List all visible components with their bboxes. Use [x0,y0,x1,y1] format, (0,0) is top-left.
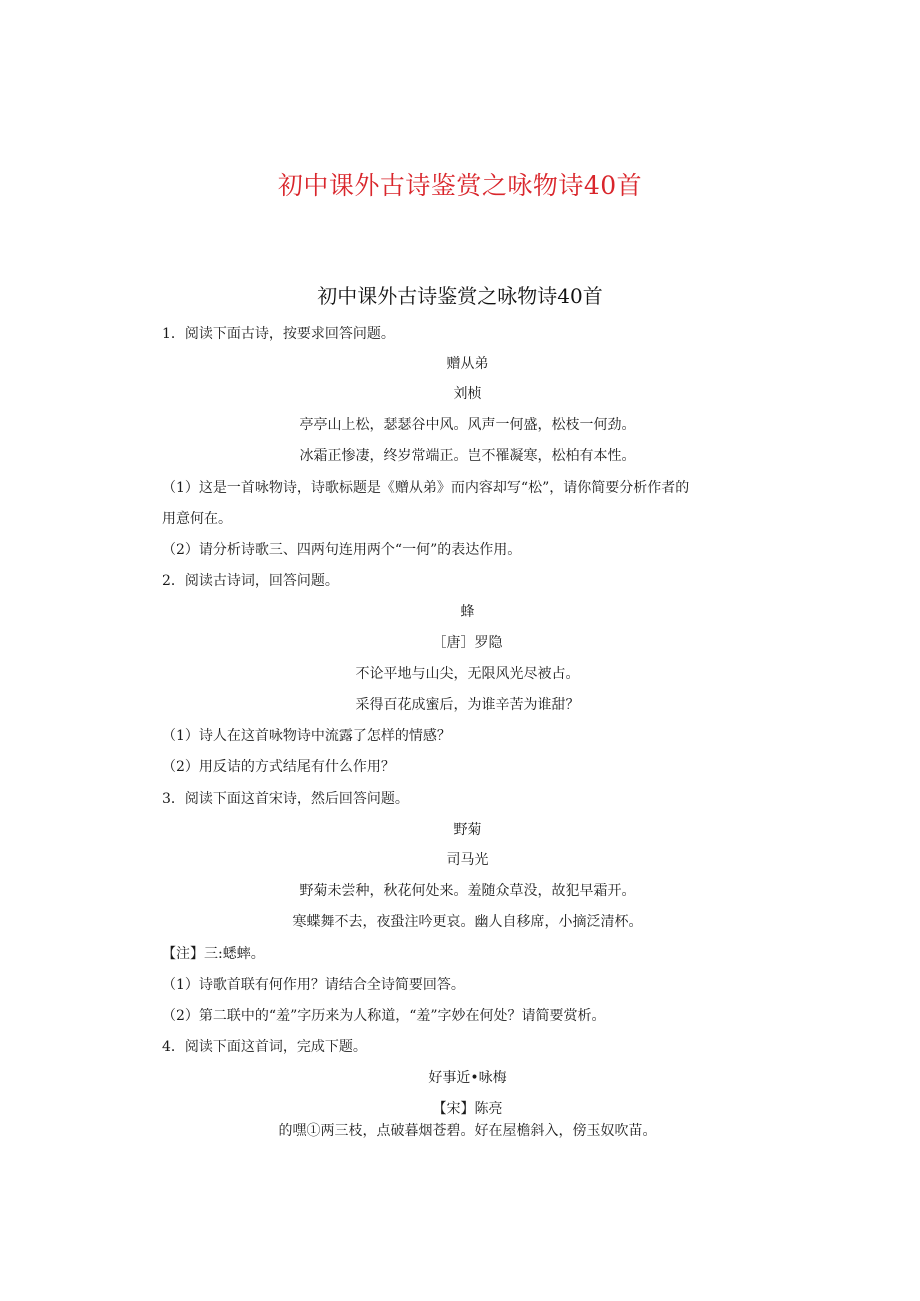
question-3-sub-2: （2）第二联中的“羞”字历来为人称道，“羞”字妙在何处？请简要赏析。 [162,1008,606,1024]
question-4-intro: 4．阅读下面这首词，完成下题。 [162,1039,367,1055]
question-3-intro: 3．阅读下面这首宋诗，然后回答问题。 [162,791,409,807]
question-1-sub-1: （1）这是一首咏物诗，诗歌标题是《赠从弟》而内容却写“松”，请你简要分析作者的 [162,480,690,496]
question-2-sub-1: （1）诗人在这首咏物诗中流露了怎样的情感？ [162,728,451,744]
question-2-intro: 2．阅读古诗词，回答问题。 [162,573,339,589]
poem-3-author: 司马光 [446,852,489,868]
question-1-sub-2: （2）请分析诗歌三、四两句连用两个“一何”的表达作用。 [162,542,522,558]
poem-1-author: 刘桢 [453,386,482,402]
document-title: 初中课外古诗鉴赏之咏物诗40首 [317,284,603,308]
poem-3-note: 【注】三:蟋蟀。 [162,946,265,962]
poem-4-title: 好事近•咏梅 [428,1070,507,1086]
poem-4-author: 【宋】陈亮 [432,1101,503,1117]
poem-3-line-1: 野菊未尝种，秋花何处来。羞随众草没，故犯早霜开。 [299,883,636,899]
poem-4-line-1: 的嘿①两三枝，点破暮烟苍碧。好在屋檐斜入，傍玉奴吹苗。 [278,1123,657,1139]
question-3-sub-1: （1）诗歌首联有何作用？请结合全诗简要回答。 [162,977,465,993]
poem-1-line-2: 冰霜正惨凄，终岁常端正。岂不罹凝寒，松柏有本性。 [299,448,636,464]
poem-3-line-2: 寒蝶舞不去，夜蛩注吟更哀。幽人自移席，小摘泛清杯。 [292,914,643,930]
question-1-sub-1-cont: 用意何在。 [162,511,232,527]
document-header-title: 初中课外古诗鉴赏之咏物诗40首 [277,171,643,200]
poem-2-line-2: 采得百花成蜜后，为谁辛苦为谁甜？ [355,697,580,713]
poem-1-title: 赠从弟 [446,356,489,372]
question-1-intro: 1．阅读下面古诗，按要求回答问题。 [162,326,395,342]
poem-2-line-1: 不论平地与山尖，无限风光尽被占。 [355,666,580,682]
question-2-sub-2: （2）用反诘的方式结尾有什么作用？ [162,759,395,775]
poem-2-title: 蜂 [460,604,475,620]
poem-3-title: 野菊 [453,822,482,838]
poem-1-line-1: 亭亭山上松，瑟瑟谷中风。风声一何盛，松枝一何劲。 [299,417,636,433]
poem-2-author: ［唐］罗隐 [432,635,503,651]
